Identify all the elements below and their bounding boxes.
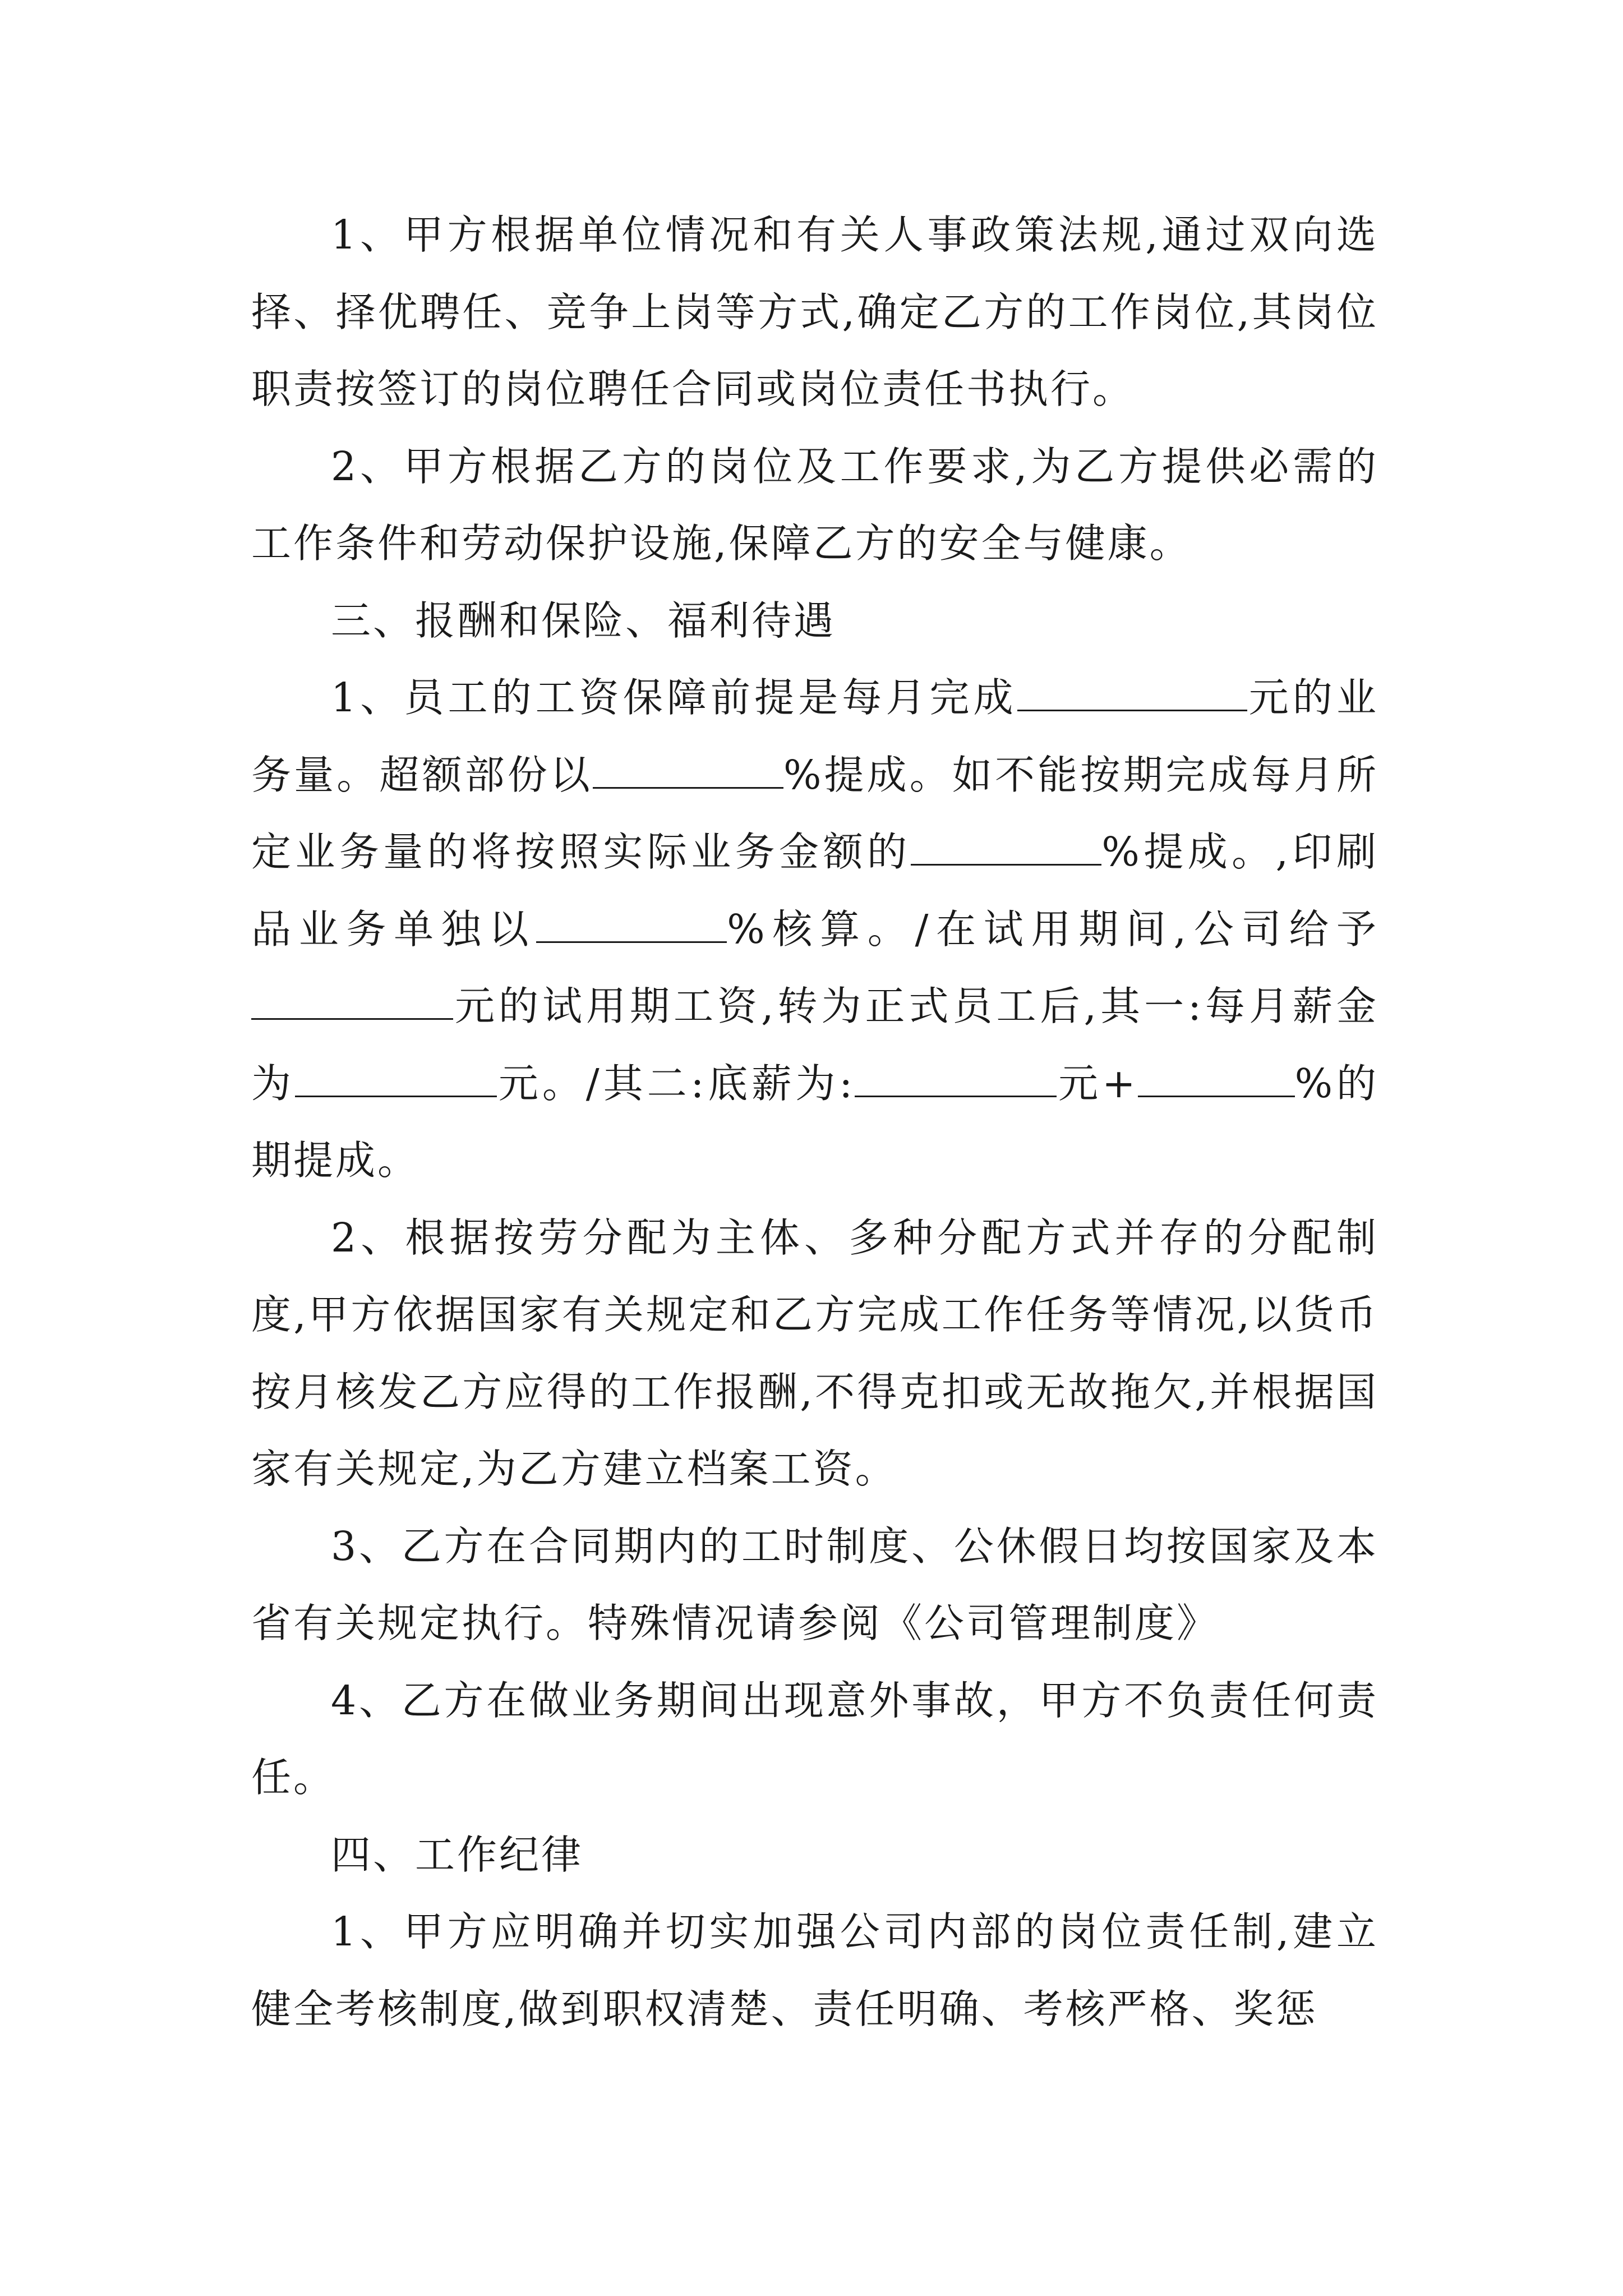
blank-field-base-salary[interactable]	[855, 1062, 1057, 1097]
blank-field-excess-rate[interactable]	[593, 753, 783, 789]
section-heading-discipline: 四、工作纪律	[331, 1831, 584, 1878]
salary-text-9: %的期提成。	[251, 1060, 1378, 1184]
blank-field-monthly-target[interactable]	[1017, 676, 1247, 711]
paragraph-salary-4: 4、乙方在做业务期间出现意外事故，甲方不负责任何责任。	[251, 1677, 1378, 1801]
salary-text-1: 1、员工的工资保障前提是每月完成	[331, 674, 1017, 721]
paragraph-discipline-1: 1、甲方应明确并切实加强公司内部的岗位责任制,建立健全考核制度,做到职权清楚、责任明确、考核严格、奖惩	[251, 1908, 1378, 2032]
paragraph-salary-2: 2、根据按劳分配为主体、多种分配方式并存的分配制度,甲方依据国家有关规定和乙方完成工作任务等情况,以货币按月核发乙方应得的工作报酬,不得克扣或无故拖欠,并根据国家有关规定,为乙方建立档案工资。	[251, 1214, 1378, 1492]
document-body	[251, 196, 1378, 2047]
salary-text-6: 元的试用期工资,转为正式员工后,其一:每月薪金为	[251, 983, 1378, 1107]
blank-field-probation-pay[interactable]	[251, 984, 453, 1020]
salary-text-5: %核算。/在试用期间,公司给予	[727, 905, 1378, 953]
salary-text-7: 元。/其二:底薪为:	[496, 1060, 855, 1107]
blank-field-actual-rate[interactable]	[911, 830, 1101, 866]
paragraph-duty-2: 2、甲方根据乙方的岗位及工作要求,为乙方提供必需的工作条件和劳动保护设施,保障乙方的安全与健康。	[251, 443, 1378, 567]
section-heading-salary: 三、报酬和保险、福利待遇	[331, 597, 836, 644]
salary-text-4: %提成。,印刷品业务单独以	[251, 829, 1378, 953]
paragraph-duty-1: 1、甲方根据单位情况和有关人事政策法规,通过双向选择、择优聘任、竞争上岗等方式,确定乙方的工作岗位,其岗位职责按签订的岗位聘任合同或岗位责任书执行。	[251, 211, 1378, 412]
blank-field-commission-rate[interactable]	[1138, 1062, 1295, 1097]
salary-text-2: 元的业务量。超额部份以	[251, 674, 1378, 798]
blank-field-print-rate[interactable]	[536, 908, 727, 943]
paragraph-salary-1	[251, 659, 1378, 1199]
blank-field-monthly-salary[interactable]	[295, 1062, 497, 1097]
paragraph-salary-3: 3、乙方在合同期内的工时制度、公休假日均按国家及本省有关规定执行。特殊情况请参阅《公司管理制度》	[251, 1522, 1378, 1646]
salary-text-8: 元+	[1057, 1060, 1138, 1107]
salary-text-3: %提成。如不能按期完成每月所定业务量的将按照实际业务金额的	[251, 751, 1378, 875]
